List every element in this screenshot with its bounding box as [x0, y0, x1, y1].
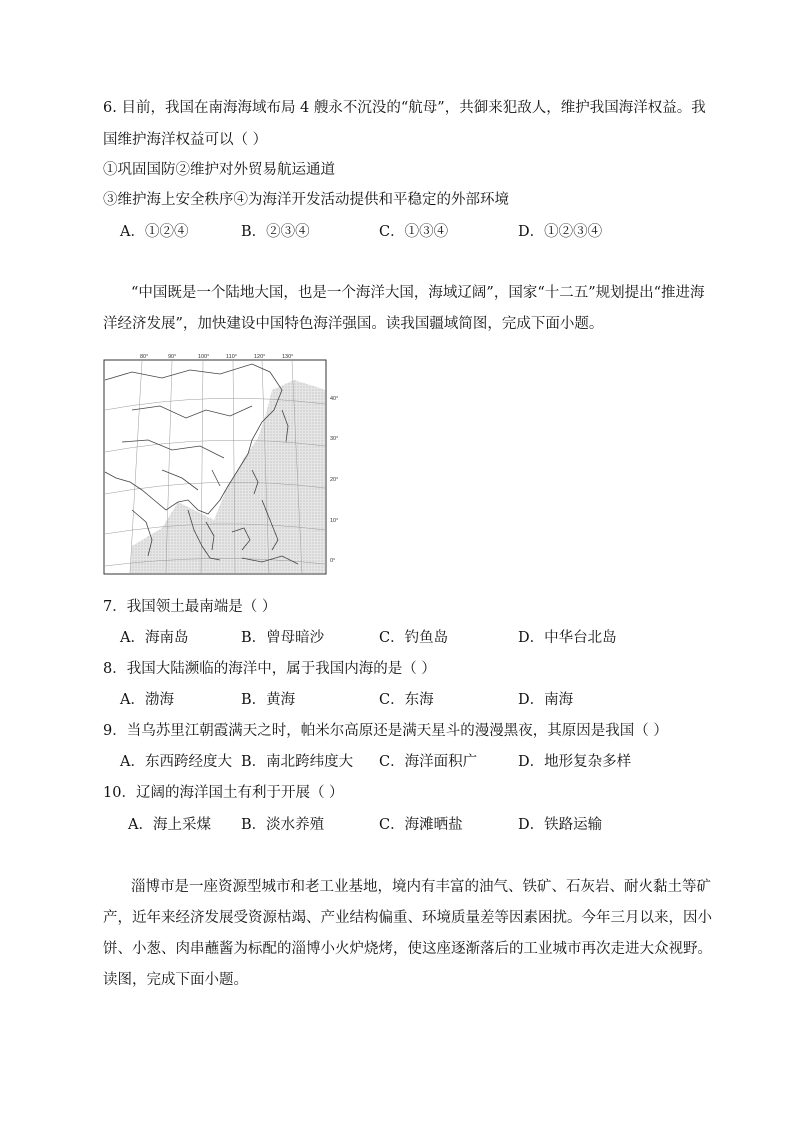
passage2-line1: 淄博市是一座资源型城市和老工业基地，境内有丰富的油气、铁矿、石灰岩、耐火黏土等矿 [131, 879, 711, 895]
q7-option-d: D．中华台北岛 [518, 630, 617, 646]
q9-options [0, 752, 794, 772]
q8-stem: 8．我国大陆濒临的海洋中，属于我国内海的是（ ） [103, 661, 436, 677]
q6-item-line1: ①巩固国防②维护对外贸易航运通道 [103, 162, 335, 178]
q9-option-a: A．东西跨经度大 [120, 754, 232, 770]
q9-option-b: B．南北跨纬度大 [241, 754, 354, 770]
passage1-line2: 洋经济发展”，加快建设中国特色海洋强国。读我国疆域简图，完成下面小题。 [103, 316, 604, 332]
lon-label-120: 120° [254, 354, 266, 360]
q6-option-a: A．①②④ [120, 224, 189, 240]
china-territory-map [102, 350, 346, 578]
q6-option-c: C．①③④ [379, 224, 449, 240]
lat-label-30: 30° [330, 436, 339, 442]
lon-label-130: 130° [282, 354, 294, 360]
q10-option-b: B．淡水养殖 [241, 817, 325, 833]
passage2-line3: 饼、小葱、肉串蘸酱为标配的淄博小火炉烧烤，使这座逐渐落后的工业城市再次走进大众视野。 [103, 941, 712, 957]
q9-option-d: D．地形复杂多样 [518, 754, 632, 770]
q10-option-d: D．铁路运输 [518, 817, 603, 833]
q8-option-c: C．东海 [379, 692, 434, 708]
q7-options [0, 628, 794, 648]
q10-option-a: A．海上采煤 [128, 817, 211, 833]
q7-stem: 7．我国领土最南端是（ ） [103, 599, 277, 615]
q7-option-a: A．海南岛 [120, 630, 189, 646]
q7-option-b: B．曾母暗沙 [241, 630, 325, 646]
lon-label-100: 100° [198, 354, 210, 360]
lat-label-0: 0° [330, 558, 336, 564]
lon-label-80: 80° [140, 354, 149, 360]
passage1-line1: “中国既是一个陆地大国，也是一个海洋大国，海域辽阔”，国家“十二五”规划提出“推进海 [131, 285, 705, 301]
q9-stem: 9．当乌苏里江朝霞满天之时，帕米尔高原还是满天星斗的漫漫黑夜，其原因是我国（ ） [103, 723, 668, 739]
q6-option-b: B．②③④ [241, 224, 310, 240]
q8-option-a: A．渤海 [120, 692, 174, 708]
passage2-line4: 读图，完成下面小题。 [103, 972, 248, 988]
q6-option-d: D．①②③④ [518, 224, 603, 240]
lon-label-110: 110° [226, 354, 237, 360]
q10-stem: 10．辽阔的海洋国土有利于开展（ ） [103, 785, 344, 801]
q6-item-line2: ③维护海上安全秩序④为海洋开发活动提供和平稳定的外部环境 [103, 192, 509, 208]
lat-label-40: 40° [330, 396, 339, 402]
q7-option-c: C．钓鱼岛 [379, 630, 449, 646]
q8-option-b: B．黄海 [241, 692, 296, 708]
lat-label-20: 20° [330, 477, 339, 483]
lon-label-90: 90° [168, 354, 177, 360]
q8-options [0, 690, 794, 710]
q6-stem-line2: 国维护海洋权益可以（ ） [103, 132, 268, 148]
q10-option-c: C．海滩晒盐 [379, 817, 463, 833]
q10-options [0, 815, 794, 835]
q6-stem-line1: 6. 目前，我国在南海海域布局 4 艘永不沉没的“航母”，共御来犯敌人，维护我国海洋权益。我 [103, 100, 706, 116]
passage2-line2: 产，近年来经济发展受资源枯竭、产业结构偏重、环境质量差等因素困扰。今年三月以来，因小 [103, 910, 712, 926]
q9-option-c: C．海洋面积广 [379, 754, 478, 770]
q8-option-d: D．南海 [518, 692, 574, 708]
q6-options [0, 222, 794, 242]
lat-label-10: 10° [330, 518, 339, 524]
